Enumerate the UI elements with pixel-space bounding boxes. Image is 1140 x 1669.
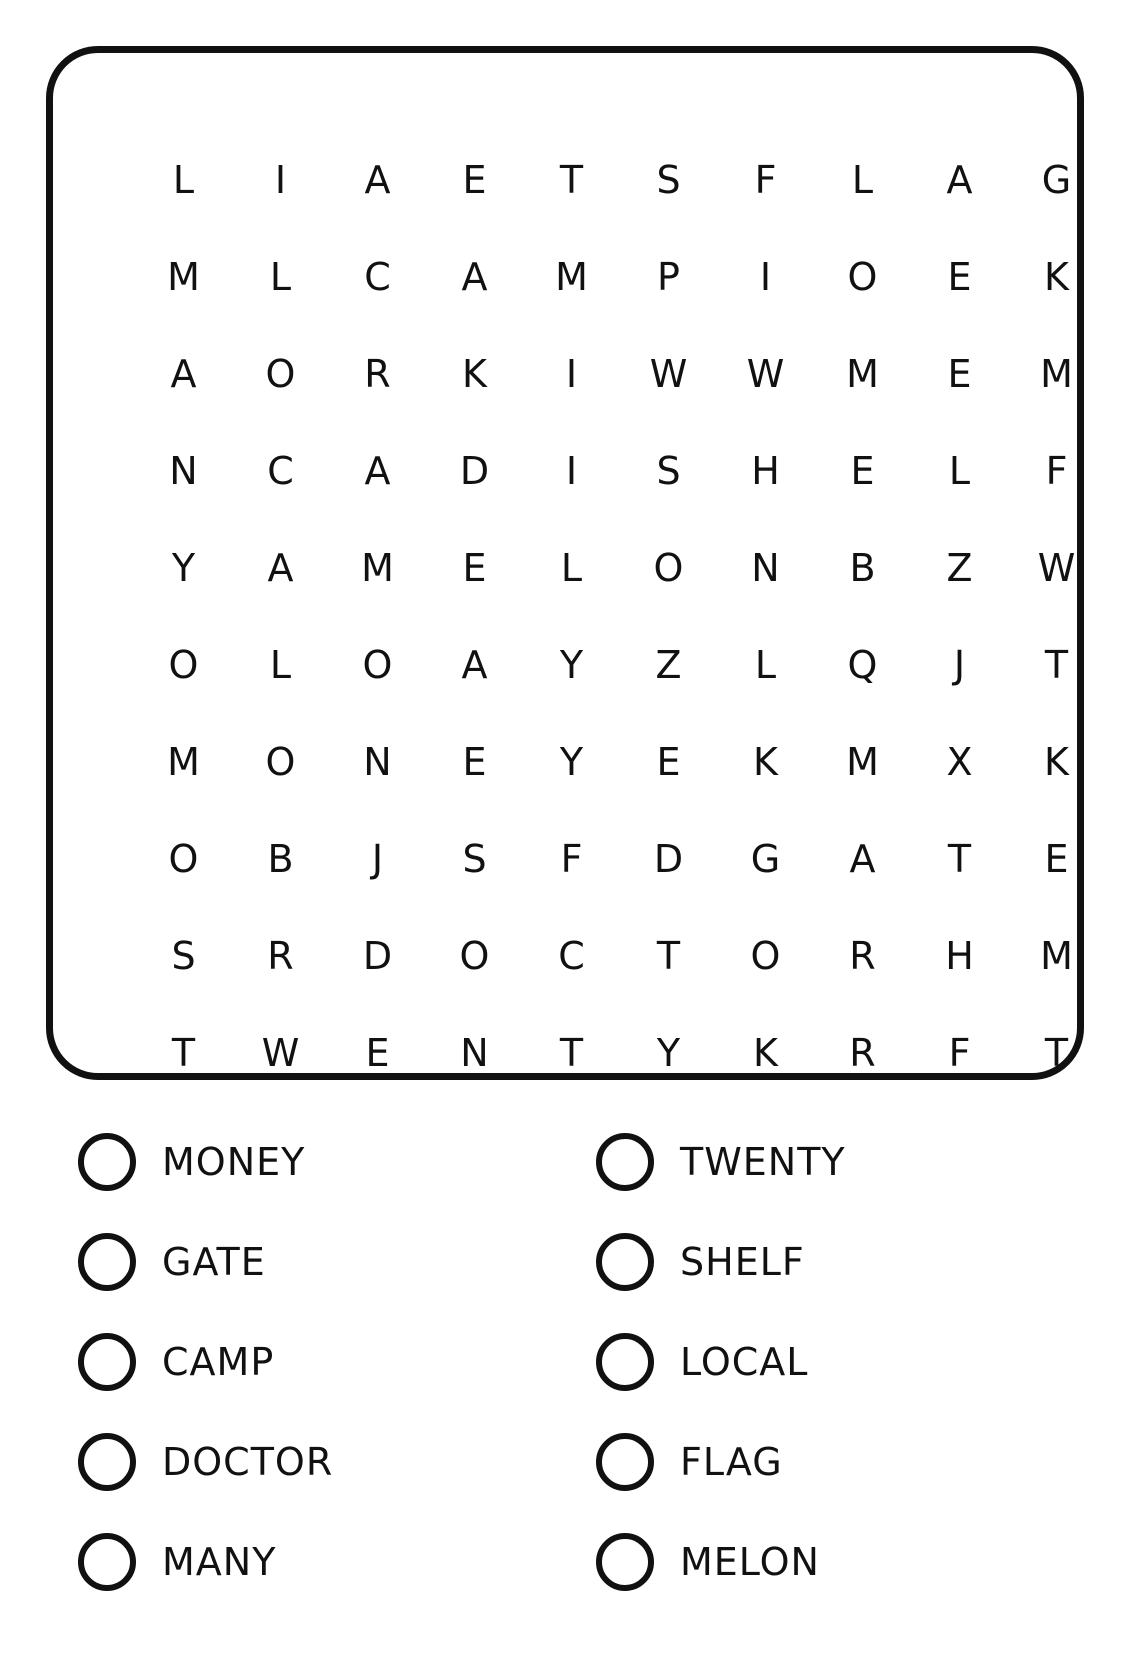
- grid-cell[interactable]: J: [371, 836, 384, 881]
- checkbox-circle-icon[interactable]: [78, 1133, 136, 1191]
- grid-cell[interactable]: I: [565, 351, 578, 396]
- grid-cell[interactable]: E: [462, 157, 487, 202]
- grid-cell[interactable]: Y: [171, 545, 196, 590]
- grid-cell[interactable]: M: [167, 739, 200, 784]
- word-search-grid: [46, 46, 1084, 1080]
- grid-cell[interactable]: X: [946, 739, 973, 784]
- grid-cell[interactable]: O: [362, 642, 393, 687]
- grid-cell[interactable]: G: [1041, 157, 1072, 202]
- grid-cell[interactable]: K: [1044, 739, 1069, 784]
- grid-cell[interactable]: A: [946, 157, 973, 202]
- grid-cell[interactable]: B: [267, 836, 294, 881]
- grid-cell[interactable]: B: [849, 545, 876, 590]
- grid-cell[interactable]: L: [754, 642, 777, 687]
- word-item[interactable]: [78, 1312, 596, 1412]
- word-label: SHELF: [680, 1240, 805, 1284]
- checkbox-circle-icon[interactable]: [596, 1233, 654, 1291]
- word-label: LOCAL: [680, 1340, 809, 1384]
- checkbox-circle-icon[interactable]: [596, 1433, 654, 1491]
- grid-cell[interactable]: W: [261, 1030, 300, 1075]
- grid-cell[interactable]: I: [274, 157, 287, 202]
- grid-cell[interactable]: K: [753, 1030, 778, 1075]
- grid-cell[interactable]: Q: [847, 642, 878, 687]
- grid-cell[interactable]: A: [267, 545, 294, 590]
- grid-cell[interactable]: I: [565, 448, 578, 493]
- grid-cell[interactable]: D: [459, 448, 490, 493]
- grid-cell[interactable]: N: [751, 545, 780, 590]
- word-item[interactable]: [78, 1212, 596, 1312]
- grid-cell[interactable]: M: [846, 351, 879, 396]
- grid-cell[interactable]: S: [656, 448, 681, 493]
- letter-grid: [135, 131, 1105, 1101]
- word-label: MANY: [162, 1540, 277, 1584]
- grid-cell[interactable]: M: [555, 254, 588, 299]
- grid-cell[interactable]: P: [657, 254, 680, 299]
- word-label: TWENTY: [680, 1140, 846, 1184]
- grid-cell[interactable]: Z: [946, 545, 973, 590]
- checkbox-circle-icon[interactable]: [596, 1333, 654, 1391]
- grid-cell[interactable]: E: [462, 545, 487, 590]
- grid-cell[interactable]: T: [171, 1030, 196, 1075]
- grid-cell[interactable]: R: [364, 351, 391, 396]
- word-item[interactable]: [596, 1512, 1066, 1612]
- grid-cell[interactable]: L: [948, 448, 971, 493]
- grid-cell[interactable]: L: [560, 545, 583, 590]
- grid-cell[interactable]: D: [362, 933, 393, 978]
- word-label: FLAG: [680, 1440, 783, 1484]
- grid-cell[interactable]: A: [364, 157, 391, 202]
- grid-cell[interactable]: W: [1037, 545, 1076, 590]
- grid-cell[interactable]: T: [656, 933, 681, 978]
- grid-cell[interactable]: S: [462, 836, 487, 881]
- grid-cell[interactable]: S: [171, 933, 196, 978]
- grid-cell[interactable]: H: [945, 933, 974, 978]
- checkbox-circle-icon[interactable]: [78, 1433, 136, 1491]
- grid-cell[interactable]: Z: [655, 642, 682, 687]
- grid-cell[interactable]: E: [365, 1030, 390, 1075]
- grid-cell[interactable]: D: [653, 836, 684, 881]
- grid-cell[interactable]: L: [269, 254, 292, 299]
- grid-cell[interactable]: N: [363, 739, 392, 784]
- grid-cell[interactable]: T: [559, 1030, 584, 1075]
- word-label: MELON: [680, 1540, 820, 1584]
- grid-cell[interactable]: T: [559, 157, 584, 202]
- grid-cell[interactable]: O: [653, 545, 684, 590]
- grid-cell[interactable]: O: [265, 739, 296, 784]
- grid-cell[interactable]: G: [750, 836, 781, 881]
- grid-cell[interactable]: E: [947, 351, 972, 396]
- checkbox-circle-icon[interactable]: [78, 1233, 136, 1291]
- grid-cell[interactable]: K: [753, 739, 778, 784]
- word-item[interactable]: [78, 1112, 596, 1212]
- word-label: CAMP: [162, 1340, 275, 1384]
- grid-cell[interactable]: J: [953, 642, 966, 687]
- grid-cell[interactable]: A: [170, 351, 197, 396]
- grid-cell[interactable]: R: [849, 933, 876, 978]
- word-label: GATE: [162, 1240, 266, 1284]
- grid-cell[interactable]: H: [751, 448, 780, 493]
- word-item[interactable]: [596, 1112, 1066, 1212]
- grid-cell[interactable]: R: [849, 1030, 876, 1075]
- grid-cell[interactable]: W: [649, 351, 688, 396]
- grid-cell[interactable]: L: [172, 157, 195, 202]
- grid-cell[interactable]: O: [847, 254, 878, 299]
- grid-cell[interactable]: L: [269, 642, 292, 687]
- word-item[interactable]: [78, 1412, 596, 1512]
- grid-cell[interactable]: A: [364, 448, 391, 493]
- grid-cell[interactable]: A: [849, 836, 876, 881]
- grid-cell[interactable]: N: [460, 1030, 489, 1075]
- grid-cell[interactable]: I: [759, 254, 772, 299]
- grid-cell[interactable]: O: [750, 933, 781, 978]
- word-label: DOCTOR: [162, 1440, 334, 1484]
- grid-cell[interactable]: M: [167, 254, 200, 299]
- grid-cell[interactable]: E: [656, 739, 681, 784]
- checkbox-circle-icon[interactable]: [596, 1533, 654, 1591]
- grid-cell[interactable]: K: [462, 351, 487, 396]
- word-item[interactable]: [78, 1512, 596, 1612]
- word-item[interactable]: [596, 1312, 1066, 1412]
- grid-cell[interactable]: M: [1040, 351, 1073, 396]
- grid-cell[interactable]: R: [267, 933, 294, 978]
- grid-cell[interactable]: F: [948, 1030, 971, 1075]
- grid-cell[interactable]: E: [850, 448, 875, 493]
- word-list: [78, 1112, 1066, 1612]
- grid-cell[interactable]: N: [169, 448, 198, 493]
- grid-cell[interactable]: T: [947, 836, 972, 881]
- grid-cell[interactable]: F: [754, 157, 777, 202]
- grid-cell[interactable]: M: [1040, 933, 1073, 978]
- grid-cell[interactable]: L: [851, 157, 874, 202]
- grid-cell[interactable]: O: [168, 642, 199, 687]
- grid-cell[interactable]: E: [947, 254, 972, 299]
- grid-cell[interactable]: T: [1044, 642, 1069, 687]
- checkbox-circle-icon[interactable]: [78, 1333, 136, 1391]
- grid-cell[interactable]: C: [267, 448, 294, 493]
- grid-cell[interactable]: F: [560, 836, 583, 881]
- grid-cell[interactable]: O: [265, 351, 296, 396]
- grid-cell[interactable]: Y: [656, 1030, 681, 1075]
- grid-cell[interactable]: A: [461, 254, 488, 299]
- grid-cell[interactable]: K: [1044, 254, 1069, 299]
- word-label: MONEY: [162, 1140, 306, 1184]
- grid-cell[interactable]: M: [846, 739, 879, 784]
- grid-cell[interactable]: M: [361, 545, 394, 590]
- grid-cell[interactable]: W: [746, 351, 785, 396]
- grid-cell[interactable]: Y: [559, 642, 584, 687]
- checkbox-circle-icon[interactable]: [596, 1133, 654, 1191]
- grid-cell[interactable]: T: [1044, 1030, 1069, 1075]
- grid-cell[interactable]: F: [1045, 448, 1068, 493]
- checkbox-circle-icon[interactable]: [78, 1533, 136, 1591]
- grid-cell[interactable]: C: [364, 254, 391, 299]
- grid-cell[interactable]: E: [1044, 836, 1069, 881]
- grid-cell[interactable]: O: [168, 836, 199, 881]
- grid-cell[interactable]: E: [462, 739, 487, 784]
- grid-cell[interactable]: O: [459, 933, 490, 978]
- grid-cell[interactable]: S: [656, 157, 681, 202]
- word-item[interactable]: [596, 1412, 1066, 1512]
- grid-cell[interactable]: A: [461, 642, 488, 687]
- grid-cell[interactable]: C: [558, 933, 585, 978]
- grid-cell[interactable]: Y: [559, 739, 584, 784]
- word-item[interactable]: [596, 1212, 1066, 1312]
